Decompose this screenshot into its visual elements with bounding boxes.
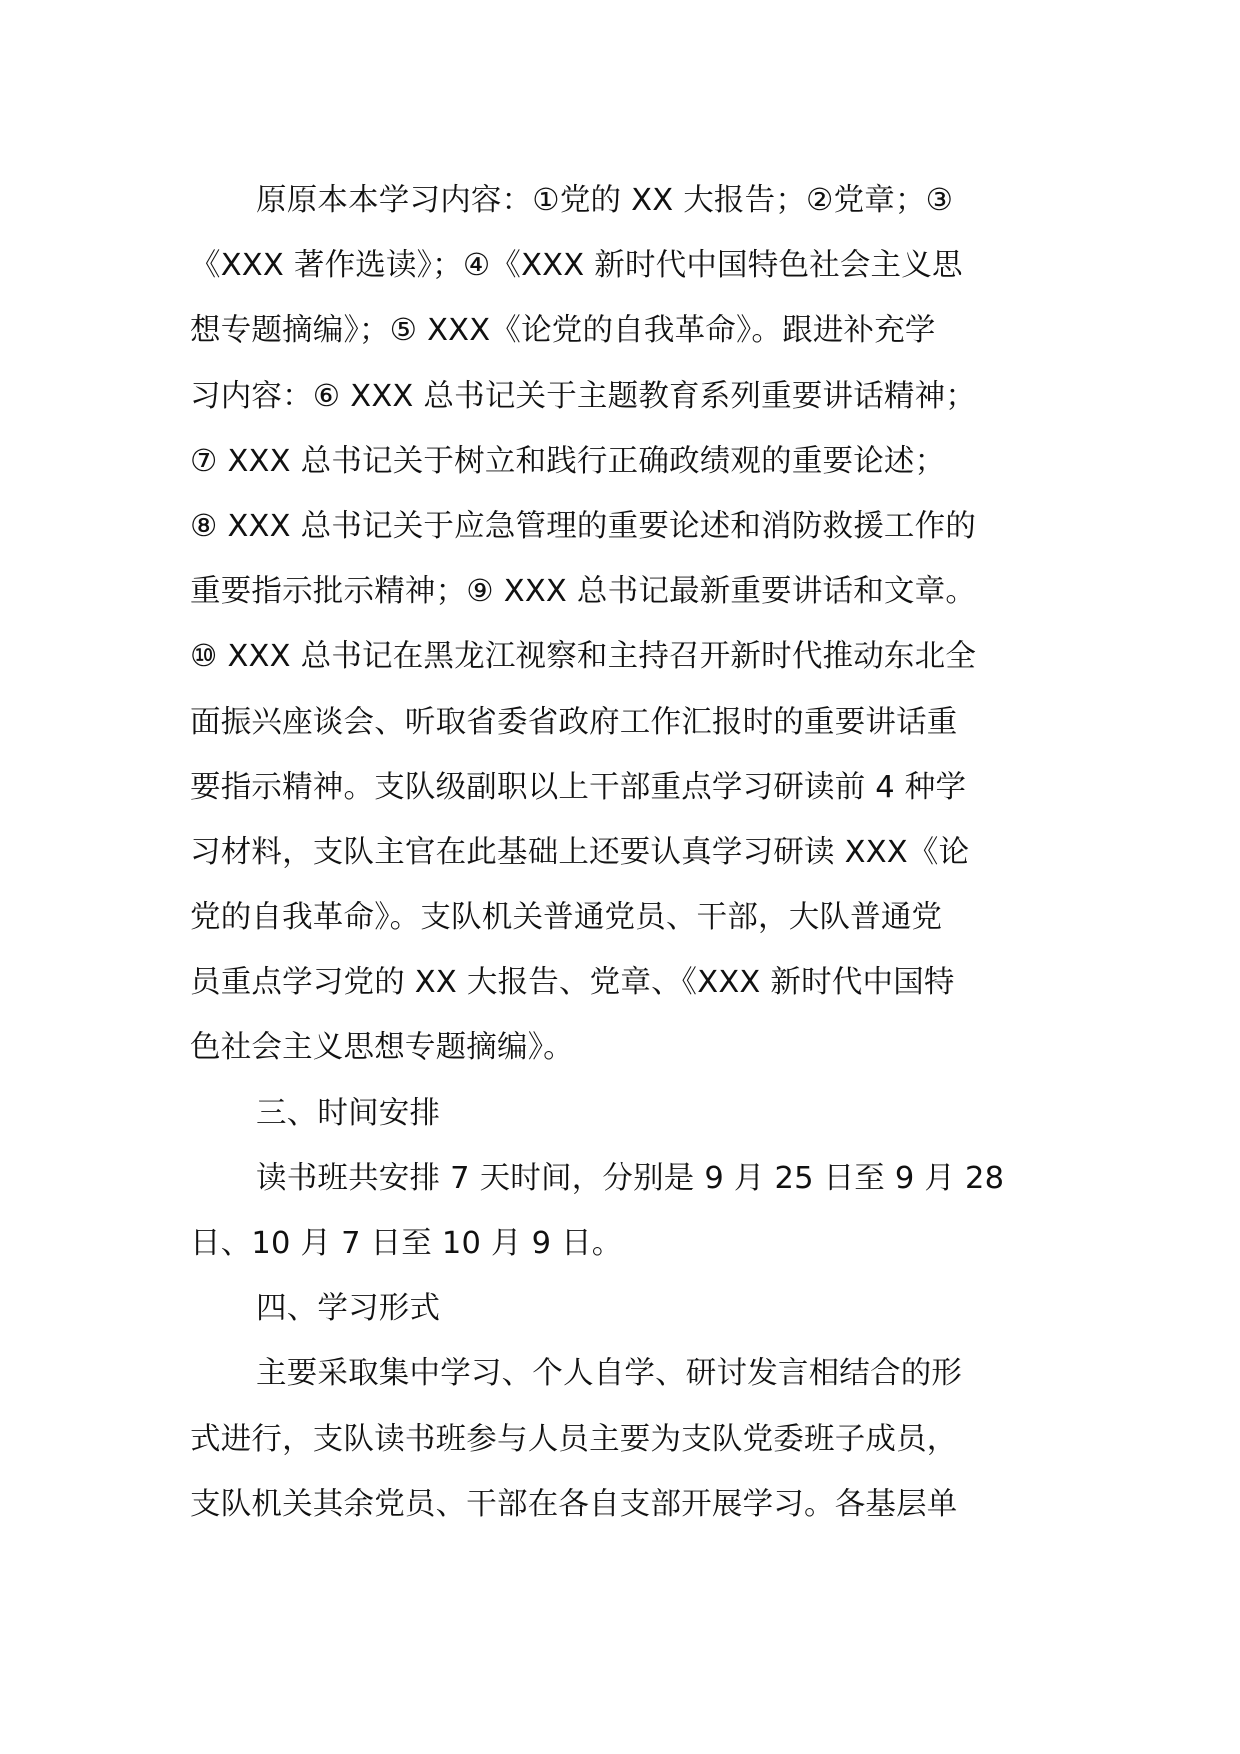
section-heading-format: 四、学习形式	[256, 1291, 441, 1327]
text-line: 员重点学习党的 XX 大报告、党章、《XXX 新时代中国特	[190, 965, 955, 1001]
text-line: 要指示精神。支队级副职以上干部重点学习研读前 4 种学	[190, 769, 967, 805]
text-line: ⑩ XXX 总书记在黑龙江视察和主持召开新时代推动东北全	[190, 639, 977, 675]
text-line: 习材料，支队主官在此基础上还要认真学习研读 XXX《论	[190, 834, 970, 870]
text-line: 想专题摘编》；⑤ XXX《论党的自我革命》。跟进补充学	[190, 313, 936, 349]
text-line: 原原本本学习内容：①党的 XX 大报告；②党章；③	[256, 183, 954, 218]
text-line: 式进行，支队读书班参与人员主要为支队党委班子成员，	[190, 1421, 958, 1457]
text-line: 色社会主义思想专题摘编》。	[190, 1030, 574, 1066]
text-line: 日、10 月 7 日至 10 月 9 日。	[190, 1226, 623, 1261]
section-heading-schedule: 三、时间安排	[256, 1095, 441, 1131]
text-line: 党的自我革命》。支队机关普通党员、干部，大队普通党	[190, 900, 943, 936]
text-line: ⑧ XXX 总书记关于应急管理的重要论述和消防救援工作的	[190, 508, 977, 544]
text-line: 《XXX 著作选读》；④《XXX 新时代中国特色社会主义思	[190, 248, 963, 284]
text-line: ⑦ XXX 总书记关于树立和践行正确政绩观的重要论述；	[190, 443, 946, 479]
document-body	[190, 168, 1050, 1537]
text-line: 重要指示批示精神；⑨ XXX 总书记最新重要讲话和文章。	[190, 574, 977, 610]
text-line: 习内容：⑥ XXX 总书记关于主题教育系列重要讲话精神；	[190, 378, 977, 414]
text-line: 主要采取集中学习、个人自学、研讨发言相结合的形	[256, 1356, 963, 1392]
text-line: 面振兴座谈会、听取省委省政府工作汇报时的重要讲话重	[190, 704, 958, 740]
text-line: 读书班共安排 7 天时间，分别是 9 月 25 日至 9 月 28	[256, 1160, 1005, 1196]
text-line: 支队机关其余党员、干部在各自支部开展学习。各基层单	[190, 1486, 958, 1522]
